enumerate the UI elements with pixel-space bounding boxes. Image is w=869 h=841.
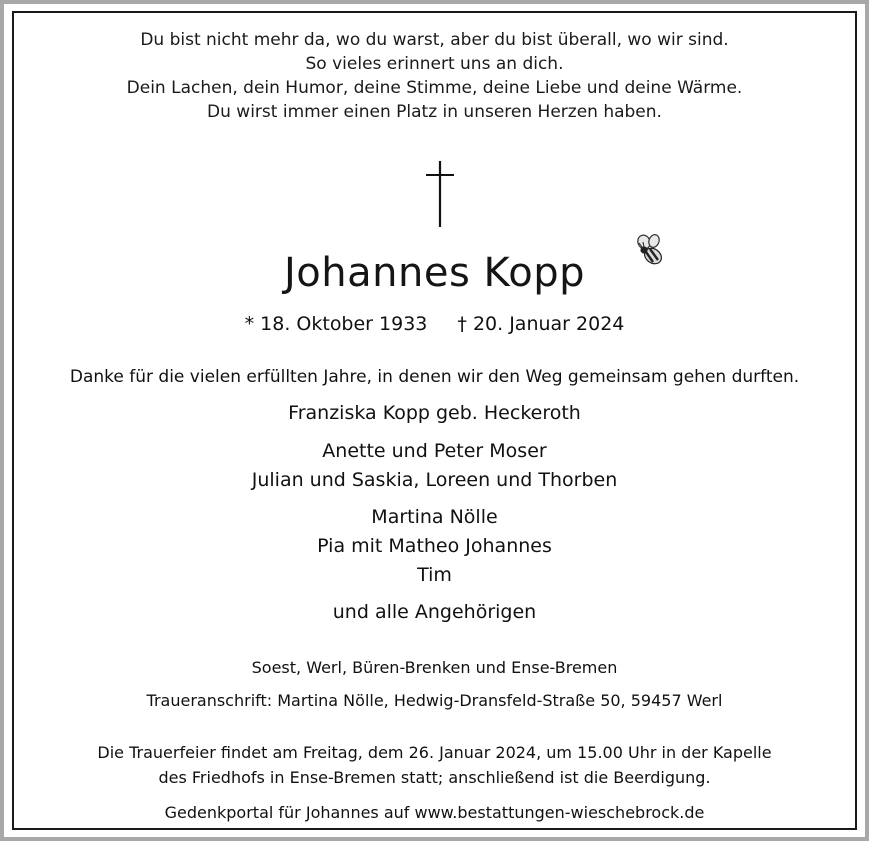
family-line: Anette und Peter Moser <box>322 440 547 462</box>
obituary-border <box>12 11 857 830</box>
other-relatives: und alle Angehörigen <box>332 601 537 623</box>
poem-line: Du wirst immer einen Platz in unseren Herzen haben. <box>207 102 662 122</box>
family-line: Pia mit Matheo Johannes <box>317 535 552 557</box>
places: Soest, Werl, Büren-Brenken und Ense-Bremen <box>251 658 618 677</box>
family-line: Julian und Saskia, Loreen und Thorben <box>251 469 618 491</box>
poem-line: So vieles erinnert uns an dich. <box>305 54 564 74</box>
cross-icon <box>414 159 454 229</box>
spouse-name: Franziska Kopp geb. Heckeroth <box>288 402 581 424</box>
poem-line: Dein Lachen, dein Humor, deine Stimme, deine Liebe und deine Wärme. <box>126 78 743 98</box>
family-line: Martina Nölle <box>371 506 498 528</box>
thanks-text: Danke für die vielen erfüllten Jahre, in denen wir den Weg gemeinsam gehen durften. <box>69 367 800 387</box>
birth-date: * 18. Oktober 1933 <box>244 313 428 335</box>
family-group <box>14 503 855 590</box>
poem <box>14 28 855 124</box>
poem-line: Du bist nicht mehr da, wo du warst, aber du bist überall, wo wir sind. <box>140 30 729 50</box>
mourning-address: Traueranschrift: Martina Nölle, Hedwig-Dransfeld-Straße 50, 59457 Werl <box>146 691 723 710</box>
deceased-name: Johannes Kopp <box>284 250 585 296</box>
memorial-portal: Gedenkportal für Johannes auf www.bestattungen-wieschebrock.de <box>164 803 705 822</box>
obituary-frame <box>4 4 865 837</box>
service-line: des Friedhofs in Ense-Bremen statt; anschließend ist die Beerdigung. <box>158 768 711 787</box>
funeral-service-info <box>14 740 855 790</box>
life-dates <box>14 311 855 337</box>
service-line: Die Trauerfeier findet am Freitag, dem 26. Januar 2024, um 15.00 Uhr in der Kapelle <box>97 743 772 762</box>
family-line: Tim <box>417 564 452 586</box>
family-group <box>14 437 855 495</box>
death-date: † 20. Januar 2024 <box>457 313 625 335</box>
